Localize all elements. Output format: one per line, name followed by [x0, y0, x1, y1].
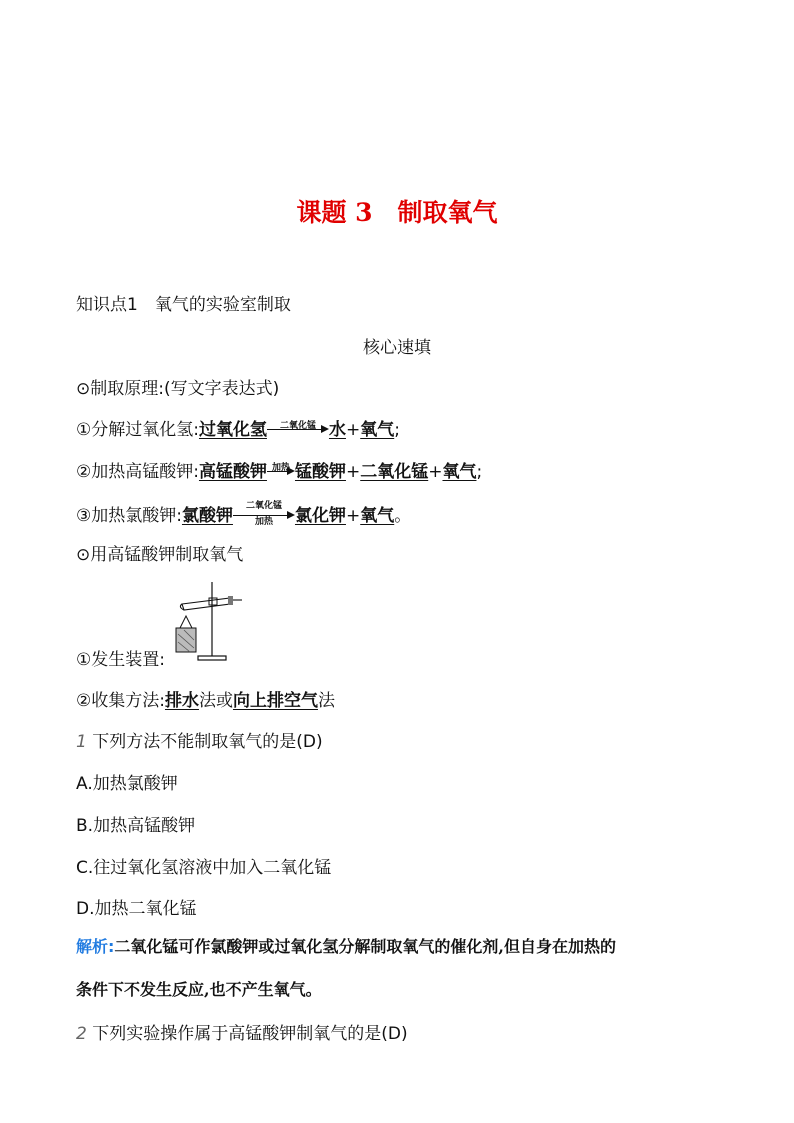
plus-sign: +: [428, 462, 443, 482]
option-c: C.往过氧化氢溶液中加入二氧化锰: [76, 858, 332, 878]
reaction-3-condition-bottom: 加热: [254, 517, 273, 527]
reaction-2-product-1: 锰酸钾: [294, 462, 346, 482]
reaction-1-condition: 二氧化锰: [279, 421, 316, 431]
collect-method-water: 排水: [164, 691, 199, 711]
end-punct: ;: [394, 420, 400, 440]
question-number: 2: [76, 1024, 87, 1044]
plus-sign: +: [345, 506, 361, 526]
collect-fa: 法: [317, 691, 335, 711]
reaction-3-condition-top: 二氧化锰: [245, 501, 282, 511]
reaction-1-reactant: 过氧化氢: [198, 420, 267, 440]
section-heading: 知识点1 氧气的实验室制取: [76, 295, 291, 315]
reaction-1-arrow: [267, 419, 329, 441]
kmno4-label: 用高锰酸钾制取氧气: [90, 545, 244, 565]
collect-fa-or: 法或: [198, 691, 233, 711]
kmno4-heading: [76, 544, 243, 566]
apparatus-image: [172, 578, 244, 662]
reaction-1-product-1: 水: [328, 420, 346, 440]
analysis-line-1: [76, 936, 616, 958]
reaction-2-prefix: ②加热高锰酸钾:: [76, 462, 199, 482]
arrow-icon: [321, 425, 329, 433]
question-1: [76, 731, 323, 753]
reaction-3-product-2: 氧气: [360, 506, 395, 526]
principle-heading: [76, 378, 279, 400]
arrow-icon: [287, 467, 295, 475]
reaction-2-reactant: 高锰酸钾: [198, 462, 267, 482]
plus-sign: +: [345, 462, 361, 482]
reaction-3-prefix: ③加热氯酸钾:: [76, 506, 182, 526]
option-a: A.加热氯酸钾: [76, 774, 178, 794]
reaction-3-reactant: 氯酸钾: [181, 506, 233, 526]
device-line: ①发生装置:: [76, 650, 165, 670]
question-stem: 下列实验操作属于高锰酸钾制氧气的是(D): [92, 1024, 408, 1044]
principle-label: 制取原理:(写文字表达式): [90, 379, 280, 399]
subheading: 核心速填: [363, 338, 431, 358]
analysis-text-1: 二氧化锰可作氯酸钾或过氧化氢分解制取氧气的催化剂,但自身在加热的: [114, 937, 616, 956]
analysis-label: 解析:: [76, 937, 115, 956]
end-punct: 。: [394, 506, 412, 526]
question-stem: 下列方法不能制取氧气的是(D): [92, 732, 323, 752]
reaction-2: [76, 461, 482, 483]
reaction-3-arrow: [233, 501, 295, 527]
reaction-3-product-1: 氯化钾: [294, 506, 346, 526]
reaction-1-prefix: ①分解过氧化氢:: [76, 420, 199, 440]
collect-prefix: ②收集方法:: [76, 691, 165, 711]
analysis-line-2: 条件下不发生反应,也不产生氧气。: [76, 980, 322, 999]
reaction-3: [76, 501, 412, 527]
reaction-2-condition: 加热: [271, 463, 290, 473]
reaction-2-arrow: [267, 461, 295, 483]
plus-sign: +: [345, 420, 361, 440]
end-punct: ;: [476, 462, 483, 482]
question-number: 1: [76, 732, 87, 752]
page-title: 课题 3 制取氧气: [296, 198, 498, 227]
bullet-icon: ⊙: [76, 379, 91, 399]
option-d: D.加热二氧化锰: [76, 899, 197, 919]
reaction-2-product-2: 二氧化锰: [360, 462, 429, 482]
reaction-2-product-3: 氧气: [442, 462, 477, 482]
collect-method-air: 向上排空气: [232, 691, 318, 711]
reaction-1: [76, 419, 400, 441]
reaction-1-product-2: 氧气: [360, 420, 395, 440]
question-2: [76, 1023, 408, 1045]
bullet-icon: ⊙: [76, 545, 91, 565]
collect-line: [76, 690, 335, 712]
option-b: B.加热高锰酸钾: [76, 816, 196, 836]
